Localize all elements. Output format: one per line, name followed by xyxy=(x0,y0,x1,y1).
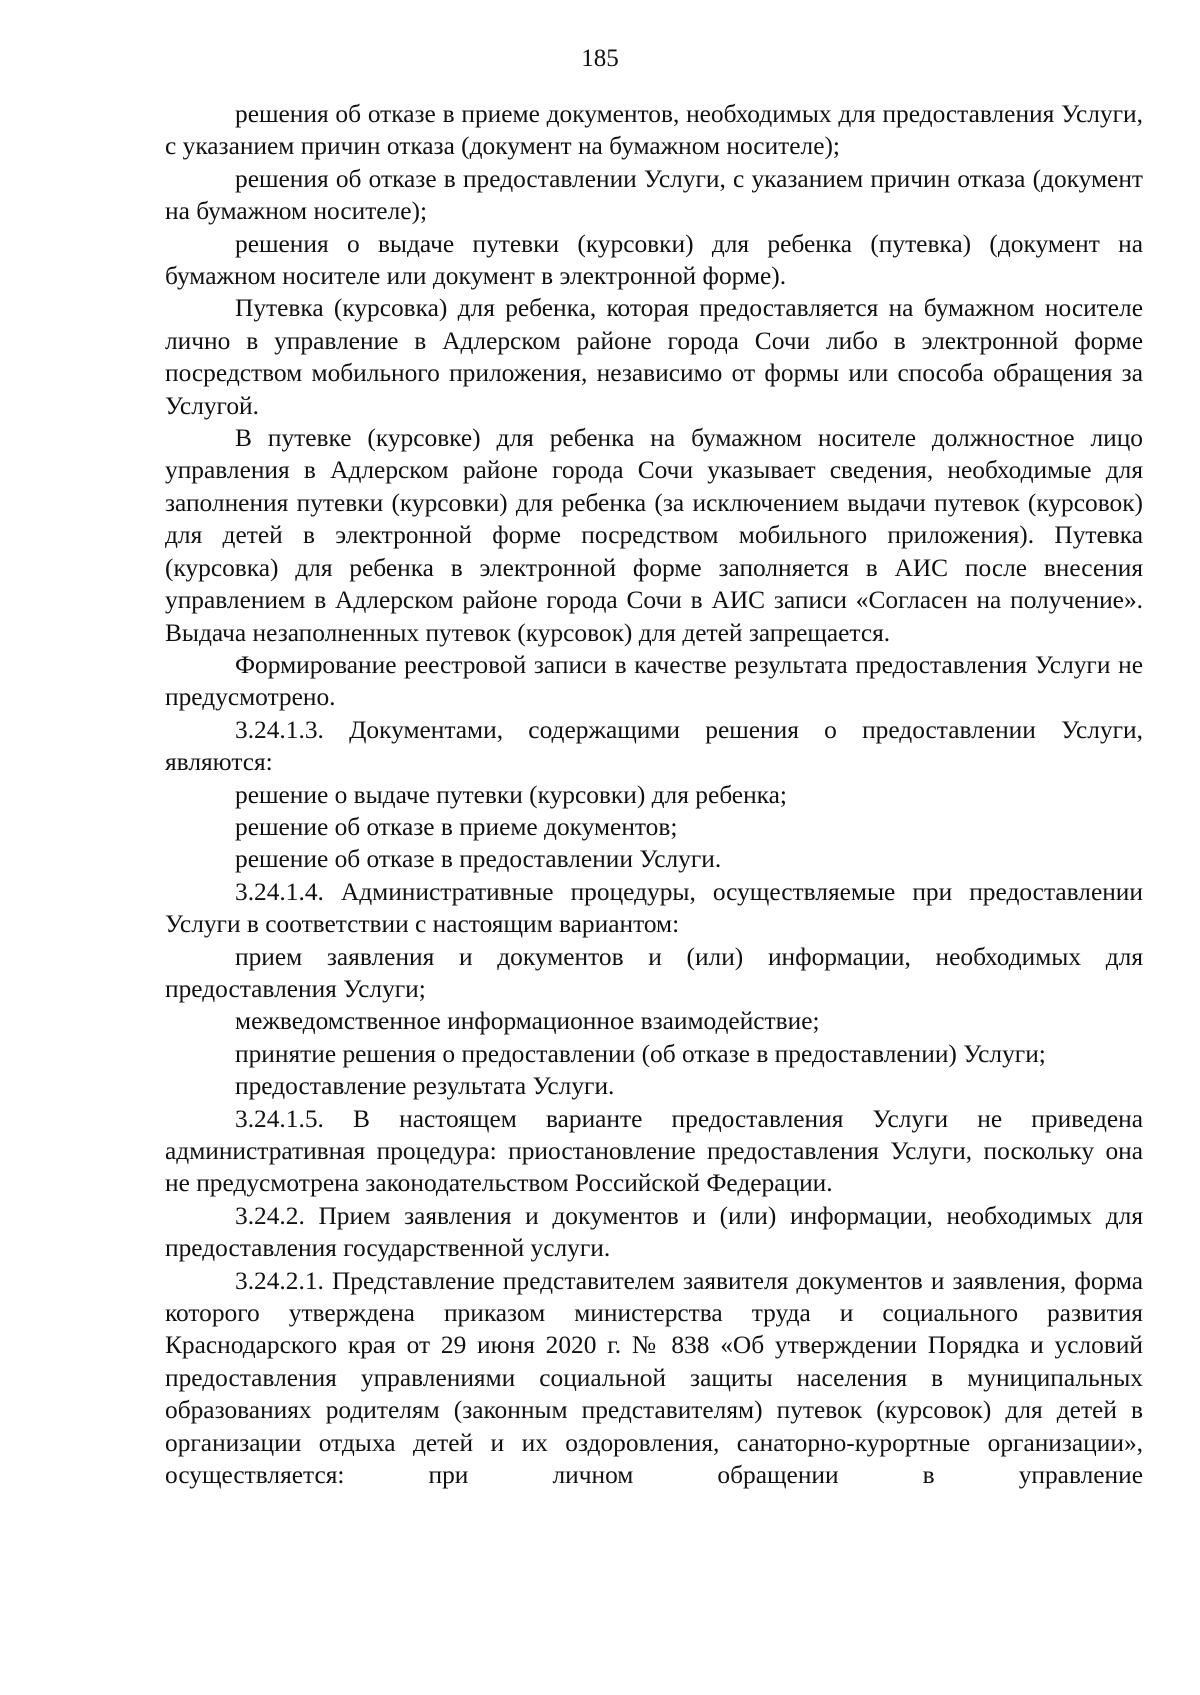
paragraph: решение об отказе в приеме документов; xyxy=(235,812,678,841)
paragraph: решения об отказе в предоставлении Услуги, с указанием причин отказа (документ на бумажном носителе); xyxy=(165,164,1143,226)
paragraph: решение о выдаче путевки (курсовки) для ребенка; xyxy=(235,780,787,809)
paragraph: 3.24.1.5. В настоящем варианте предоставления Услуги не приведена административная процедура: приостановление предоставления Услуги, поскольку она не предусмотрена законодательством Российской Федерации. xyxy=(165,1104,1143,1198)
paragraph: прием заявления и документов и (или) информации, необходимых для предоставления Услуги; xyxy=(165,942,1143,1003)
paragraph: 3.24.1.3. Документами, содержащими решения о предоставлении Услуги, являются: xyxy=(165,715,1143,777)
paragraph: 3.24.2. Прием заявления и документов и (или) информации, необходимых для предоставления государственной услуги. xyxy=(165,1201,1143,1263)
paragraph: Путевка (курсовка) для ребенка, которая предоставляется на бумажном носителе лично в управление в Адлерском районе города Сочи либо в электронной форме посредством мобильного приложения, независимо от формы или способа обращения за Услугой. xyxy=(165,294,1143,420)
paragraph: предоставление результата Услуги. xyxy=(235,1072,615,1101)
paragraph: принятие решения о предоставлении (об отказе в предоставлении) Услуги; xyxy=(235,1039,1046,1068)
paragraph: решение об отказе в предоставлении Услуги. xyxy=(235,845,722,874)
paragraph: решения об отказе в приеме документов, необходимых для предоставления Услуги, с указанием причин отказа (документ на бумажном носителе); xyxy=(165,100,1143,161)
paragraph: 3.24.2.1. Представление представителем заявителя документов и заявления, форма которого утверждена приказом министерства труда и социального развития Краснодарского края от 29 июня 2020 г. № 838 «Об утверждении Порядка и условий предоставления управлениями социальной защиты населения в муниципальных образованиях родителям (законным представителям) путевок (курсовок) для детей в организации отдыха детей и их оздоровления, санаторно-курортные организации», осуществляется: при личном обращении в управление xyxy=(165,1266,1143,1490)
paragraph: В путевке (курсовке) для ребенка на бумажном носителе должностное лицо управления в Адлерском районе города Сочи указывает сведения, необходимые для заполнения путевки (курсовки) для ребенка (за исключением выдачи путевок (курсовок) для детей в электронной форме посредством мобильного приложения). Путевка (курсовка) для ребенка в электронной форме заполняется в АИС после внесения управлением в Адлерском районе города Сочи в АИС записи «Согласен на получение». Выдача незаполненных путевок (курсовок) для детей запрещается. xyxy=(165,424,1143,647)
page-number: 185 xyxy=(581,45,619,72)
paragraph: Формирование реестровой записи в качестве результата предоставления Услуги не предусмотрено. xyxy=(165,650,1143,712)
document-body xyxy=(165,98,1143,1491)
paragraph: 3.24.1.4. Административные процедуры, осуществляемые при предоставлении Услуги в соответствии с настоящим вариантом: xyxy=(165,877,1143,939)
paragraph: межведомственное информационное взаимодействие; xyxy=(235,1007,820,1036)
paragraph: решения о выдаче путевки (курсовки) для ребенка (путевка) (документ на бумажном носителе или документ в электронной форме). xyxy=(165,229,1143,291)
